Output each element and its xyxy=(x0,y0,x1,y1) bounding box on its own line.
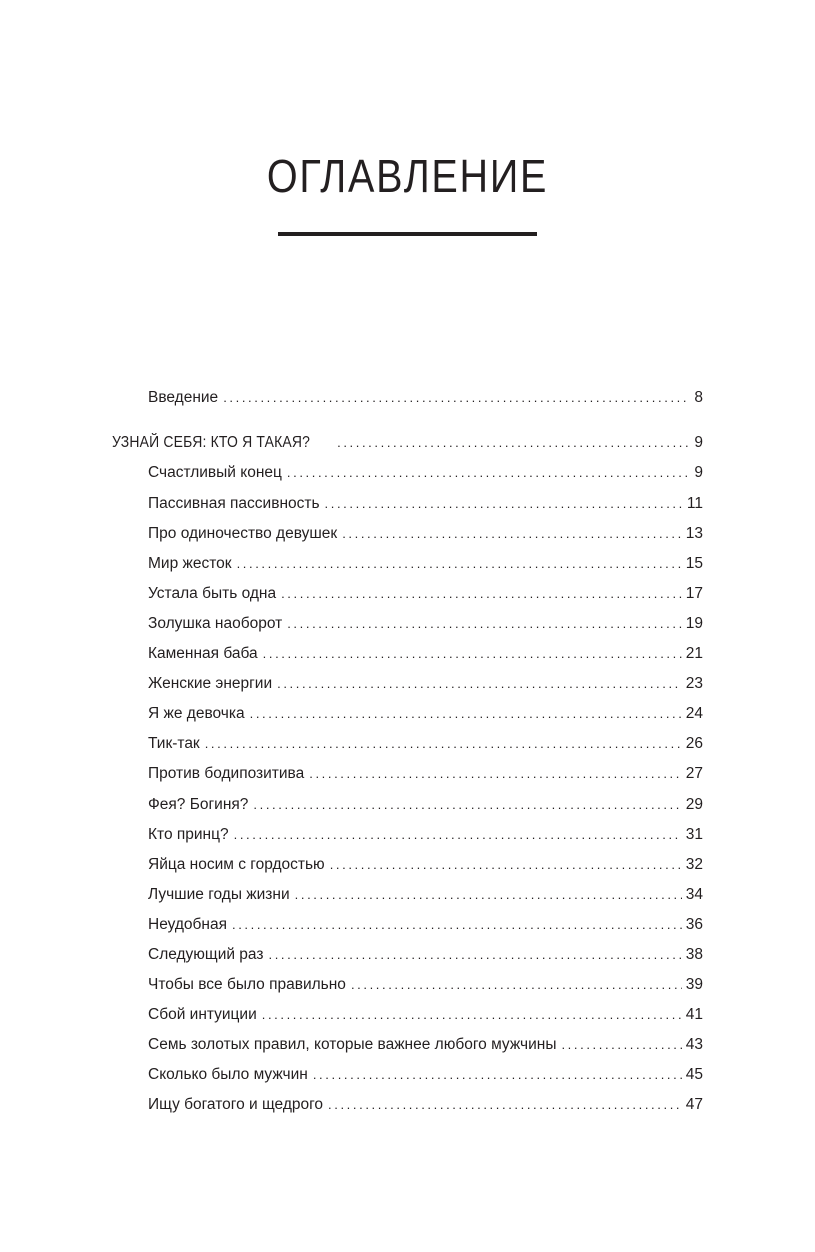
toc-entry-page: 38 xyxy=(685,946,703,963)
toc-entry[interactable] xyxy=(148,1005,703,1025)
toc-entry-label: Семь золотых правил, которые важнее любого мужчины xyxy=(148,1036,557,1053)
toc-entry-page: 32 xyxy=(685,856,703,873)
toc-entry[interactable] xyxy=(148,1035,703,1055)
dot-leader xyxy=(328,1095,682,1115)
toc-entry-label: Золушка наоборот xyxy=(148,615,283,632)
toc-entry[interactable] xyxy=(148,1065,703,1085)
toc-entry-label: Счастливый конец xyxy=(148,464,282,481)
toc-entry[interactable] xyxy=(148,975,703,995)
toc-entry[interactable] xyxy=(148,825,703,845)
toc-entry[interactable] xyxy=(148,855,703,875)
toc-entry[interactable] xyxy=(148,1095,703,1115)
dot-leader xyxy=(269,945,682,965)
toc-entry[interactable] xyxy=(148,494,703,514)
toc-entry-page: 21 xyxy=(685,645,703,662)
page-title: ОГЛАВЛЕНИЕ xyxy=(266,150,549,202)
toc-entry[interactable] xyxy=(148,554,703,574)
toc-entry-label: Про одиночество девушек xyxy=(148,525,338,542)
toc-entry[interactable] xyxy=(148,885,703,905)
dot-leader xyxy=(287,463,690,483)
dot-leader xyxy=(223,388,690,408)
toc-entry-page: 26 xyxy=(685,735,703,752)
toc-entry-label: Женские энергии xyxy=(148,675,273,692)
dot-leader xyxy=(277,674,682,694)
dot-leader xyxy=(232,915,682,935)
toc-entry-page: 43 xyxy=(685,1036,703,1053)
dot-leader xyxy=(253,795,681,815)
toc-entry-page: 27 xyxy=(685,765,703,782)
toc-section-heading[interactable] xyxy=(112,433,703,453)
toc-entry-label: Следующий раз xyxy=(148,946,264,963)
title-underline xyxy=(278,232,537,236)
dot-leader xyxy=(351,975,682,995)
toc-entry-label: Чтобы все было правильно xyxy=(148,976,346,993)
toc-entry-page: 45 xyxy=(685,1066,703,1083)
toc-entry[interactable] xyxy=(148,915,703,935)
dot-leader xyxy=(561,1035,681,1055)
toc-entry[interactable] xyxy=(148,614,703,634)
toc-entry-label: Лучшие годы жизни xyxy=(148,886,290,903)
toc-entry-label: Кто принц? xyxy=(148,826,229,843)
dot-leader xyxy=(205,734,682,754)
toc-entry-label: Сколько было мужчин xyxy=(148,1066,308,1083)
toc-entry-page: 34 xyxy=(685,886,703,903)
toc-entry[interactable] xyxy=(148,764,703,784)
toc-entry[interactable] xyxy=(148,388,703,408)
toc-entry-page: 36 xyxy=(685,916,703,933)
toc-entry-page: 9 xyxy=(694,464,703,481)
toc-entry-page: 15 xyxy=(685,555,703,572)
dot-leader xyxy=(262,1005,682,1025)
dot-leader xyxy=(313,1065,682,1085)
dot-leader xyxy=(342,524,682,544)
toc-entry-page: 31 xyxy=(685,826,703,843)
toc-entry-label: Против бодипозитива xyxy=(148,765,305,782)
toc-entry-label: Тик-так xyxy=(148,735,200,752)
toc-entry-label: Пассивная пассивность xyxy=(148,495,320,512)
toc-entry[interactable] xyxy=(148,644,703,664)
toc-entry-page: 23 xyxy=(685,675,703,692)
dot-leader xyxy=(281,584,682,604)
toc-section-page: 9 xyxy=(694,434,703,451)
toc-entry-page: 8 xyxy=(694,389,703,406)
dot-leader xyxy=(295,885,682,905)
toc-entry[interactable] xyxy=(148,795,703,815)
toc-entry-page: 11 xyxy=(686,495,703,512)
toc-entry-label: Неудобная xyxy=(148,916,227,933)
toc-entry-page: 41 xyxy=(685,1006,703,1023)
toc-entry-page: 47 xyxy=(685,1096,703,1113)
dot-leader xyxy=(330,855,682,875)
toc-entry-label: Сбой интуиции xyxy=(148,1006,257,1023)
toc-entry[interactable] xyxy=(148,463,703,483)
toc-entry-label: Устала быть одна xyxy=(148,585,277,602)
dot-leader xyxy=(287,614,682,634)
dot-leader xyxy=(250,704,682,724)
dot-leader xyxy=(337,433,690,453)
toc-entry-page: 17 xyxy=(685,585,703,602)
toc-entry-page: 19 xyxy=(685,615,703,632)
toc-entry[interactable] xyxy=(148,734,703,754)
dot-leader xyxy=(263,644,682,664)
toc-entry-label: Ищу богатого и щедрого xyxy=(148,1096,324,1113)
toc-entry[interactable] xyxy=(148,945,703,965)
toc-entry-label: Каменная баба xyxy=(148,645,258,662)
toc-entry-label: Фея? Богиня? xyxy=(148,796,249,813)
dot-leader xyxy=(309,764,682,784)
dot-leader xyxy=(234,825,682,845)
dot-leader xyxy=(325,494,683,514)
toc-entry-label: Введение xyxy=(148,389,219,406)
toc-entry[interactable] xyxy=(148,524,703,544)
toc-entry-page: 29 xyxy=(685,796,703,813)
toc-section-label: УЗНАЙ СЕБЯ: КТО Я ТАКАЯ? xyxy=(112,434,311,451)
dot-leader xyxy=(237,554,682,574)
toc-entry-label: Мир жесток xyxy=(148,555,232,572)
toc-entry-label: Яйца носим с гордостью xyxy=(148,856,325,873)
toc-entry[interactable] xyxy=(148,704,703,724)
toc-entry[interactable] xyxy=(148,674,703,694)
toc-entry[interactable] xyxy=(148,584,703,604)
toc-entry-page: 39 xyxy=(685,976,703,993)
toc-entry-page: 13 xyxy=(685,525,703,542)
toc-entry-page: 24 xyxy=(685,705,703,722)
toc-entry-label: Я же девочка xyxy=(148,705,245,722)
